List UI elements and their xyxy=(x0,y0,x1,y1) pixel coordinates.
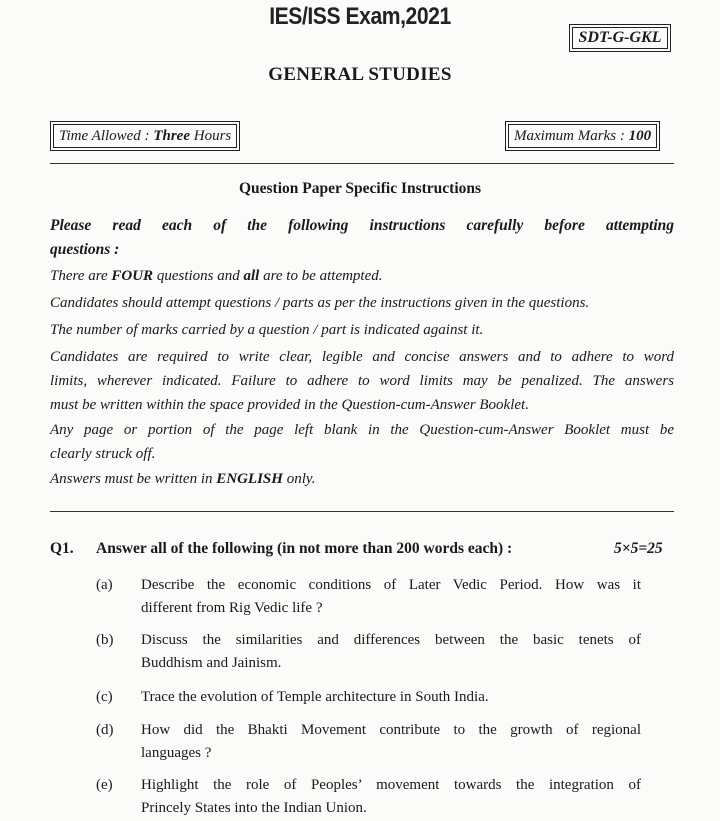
time-unit: Hours xyxy=(193,128,232,144)
part-label: (d) xyxy=(96,722,114,738)
instruction-item xyxy=(50,264,674,288)
instruction-text: Answers must be written in xyxy=(50,471,213,487)
maximum-marks-box xyxy=(508,124,657,148)
marks-value: 100 xyxy=(628,128,652,144)
instruction-line: limits, wherever indicated. Failure to adhere to word limits may be penalized. The answers xyxy=(50,373,674,389)
instruction-item: The number of marks carried by a question / part is indicated against it. xyxy=(50,322,484,338)
question-marks: 5×5=25 xyxy=(614,540,663,557)
instruction-text: only. xyxy=(286,471,316,487)
instruction-text: There are xyxy=(50,268,108,284)
instruction-emphasis: FOUR xyxy=(111,268,154,284)
instructions-lead xyxy=(50,214,674,262)
part-line: Princely States into the Indian Union. xyxy=(141,800,367,816)
part-line: languages ? xyxy=(141,745,212,761)
instruction-line: Candidates are required to write clear, legible and concise answers and to adhere to word xyxy=(50,349,674,365)
exam-title: IES/ISS Exam,2021 xyxy=(269,3,451,30)
part-text xyxy=(141,686,641,709)
instruction-emphasis: all xyxy=(243,268,260,284)
part-line: Buddhism and Jainism. xyxy=(141,655,282,671)
subject-title: GENERAL STUDIES xyxy=(268,64,452,85)
instruction-line: clearly struck off. xyxy=(50,446,156,462)
instruction-line: must be written within the space provided in the Question-cum-Answer Booklet. xyxy=(50,397,529,413)
time-value: Three xyxy=(153,128,190,144)
paper-code-box: SDT-G-GKL xyxy=(572,27,668,49)
divider-bottom xyxy=(50,511,674,512)
part-text xyxy=(141,629,641,675)
part-text xyxy=(141,574,641,620)
instruction-text: questions and xyxy=(156,268,240,284)
time-label: Time Allowed : xyxy=(59,128,150,144)
instruction-emphasis: ENGLISH xyxy=(216,471,283,487)
part-line: different from Rig Vedic life ? xyxy=(141,600,323,616)
part-line: Discuss the similarities and differences between the basic tenets of xyxy=(141,632,641,648)
part-label: (c) xyxy=(96,689,113,705)
part-line: How did the Bhakti Movement contribute to the growth of regional xyxy=(141,722,641,738)
part-label: (a) xyxy=(96,577,113,593)
part-label: (b) xyxy=(96,632,114,648)
instructions-lead-line: Please read each of the following instructions carefully before attempting xyxy=(50,217,674,234)
marks-label: Maximum Marks : xyxy=(514,128,625,144)
instructions-heading: Question Paper Specific Instructions xyxy=(238,180,482,197)
part-line: Describe the economic conditions of Later Vedic Period. How was it xyxy=(141,577,641,593)
instruction-item xyxy=(50,467,674,491)
instruction-text: are to be attempted. xyxy=(263,268,383,284)
question-heading: Answer all of the following (in not more than 200 words each) : xyxy=(96,540,513,557)
part-text xyxy=(141,774,641,820)
instruction-item xyxy=(50,418,674,466)
instruction-item: Candidates should attempt questions / parts as per the instructions given in the questions. xyxy=(50,295,590,311)
part-line: Highlight the role of Peoples’ movement towards the integration of xyxy=(141,777,641,793)
part-line: Trace the evolution of Temple architecture in South India. xyxy=(141,689,489,705)
instruction-item xyxy=(50,345,674,417)
part-label: (e) xyxy=(96,777,113,793)
instructions-lead-line: questions : xyxy=(50,241,120,258)
part-text xyxy=(141,719,641,765)
time-allowed-box xyxy=(53,124,237,148)
instruction-line: Any page or portion of the page left blank in the Question-cum-Answer Booklet must be xyxy=(50,422,674,438)
question-number: Q1. xyxy=(50,540,74,557)
divider-top xyxy=(50,163,674,164)
